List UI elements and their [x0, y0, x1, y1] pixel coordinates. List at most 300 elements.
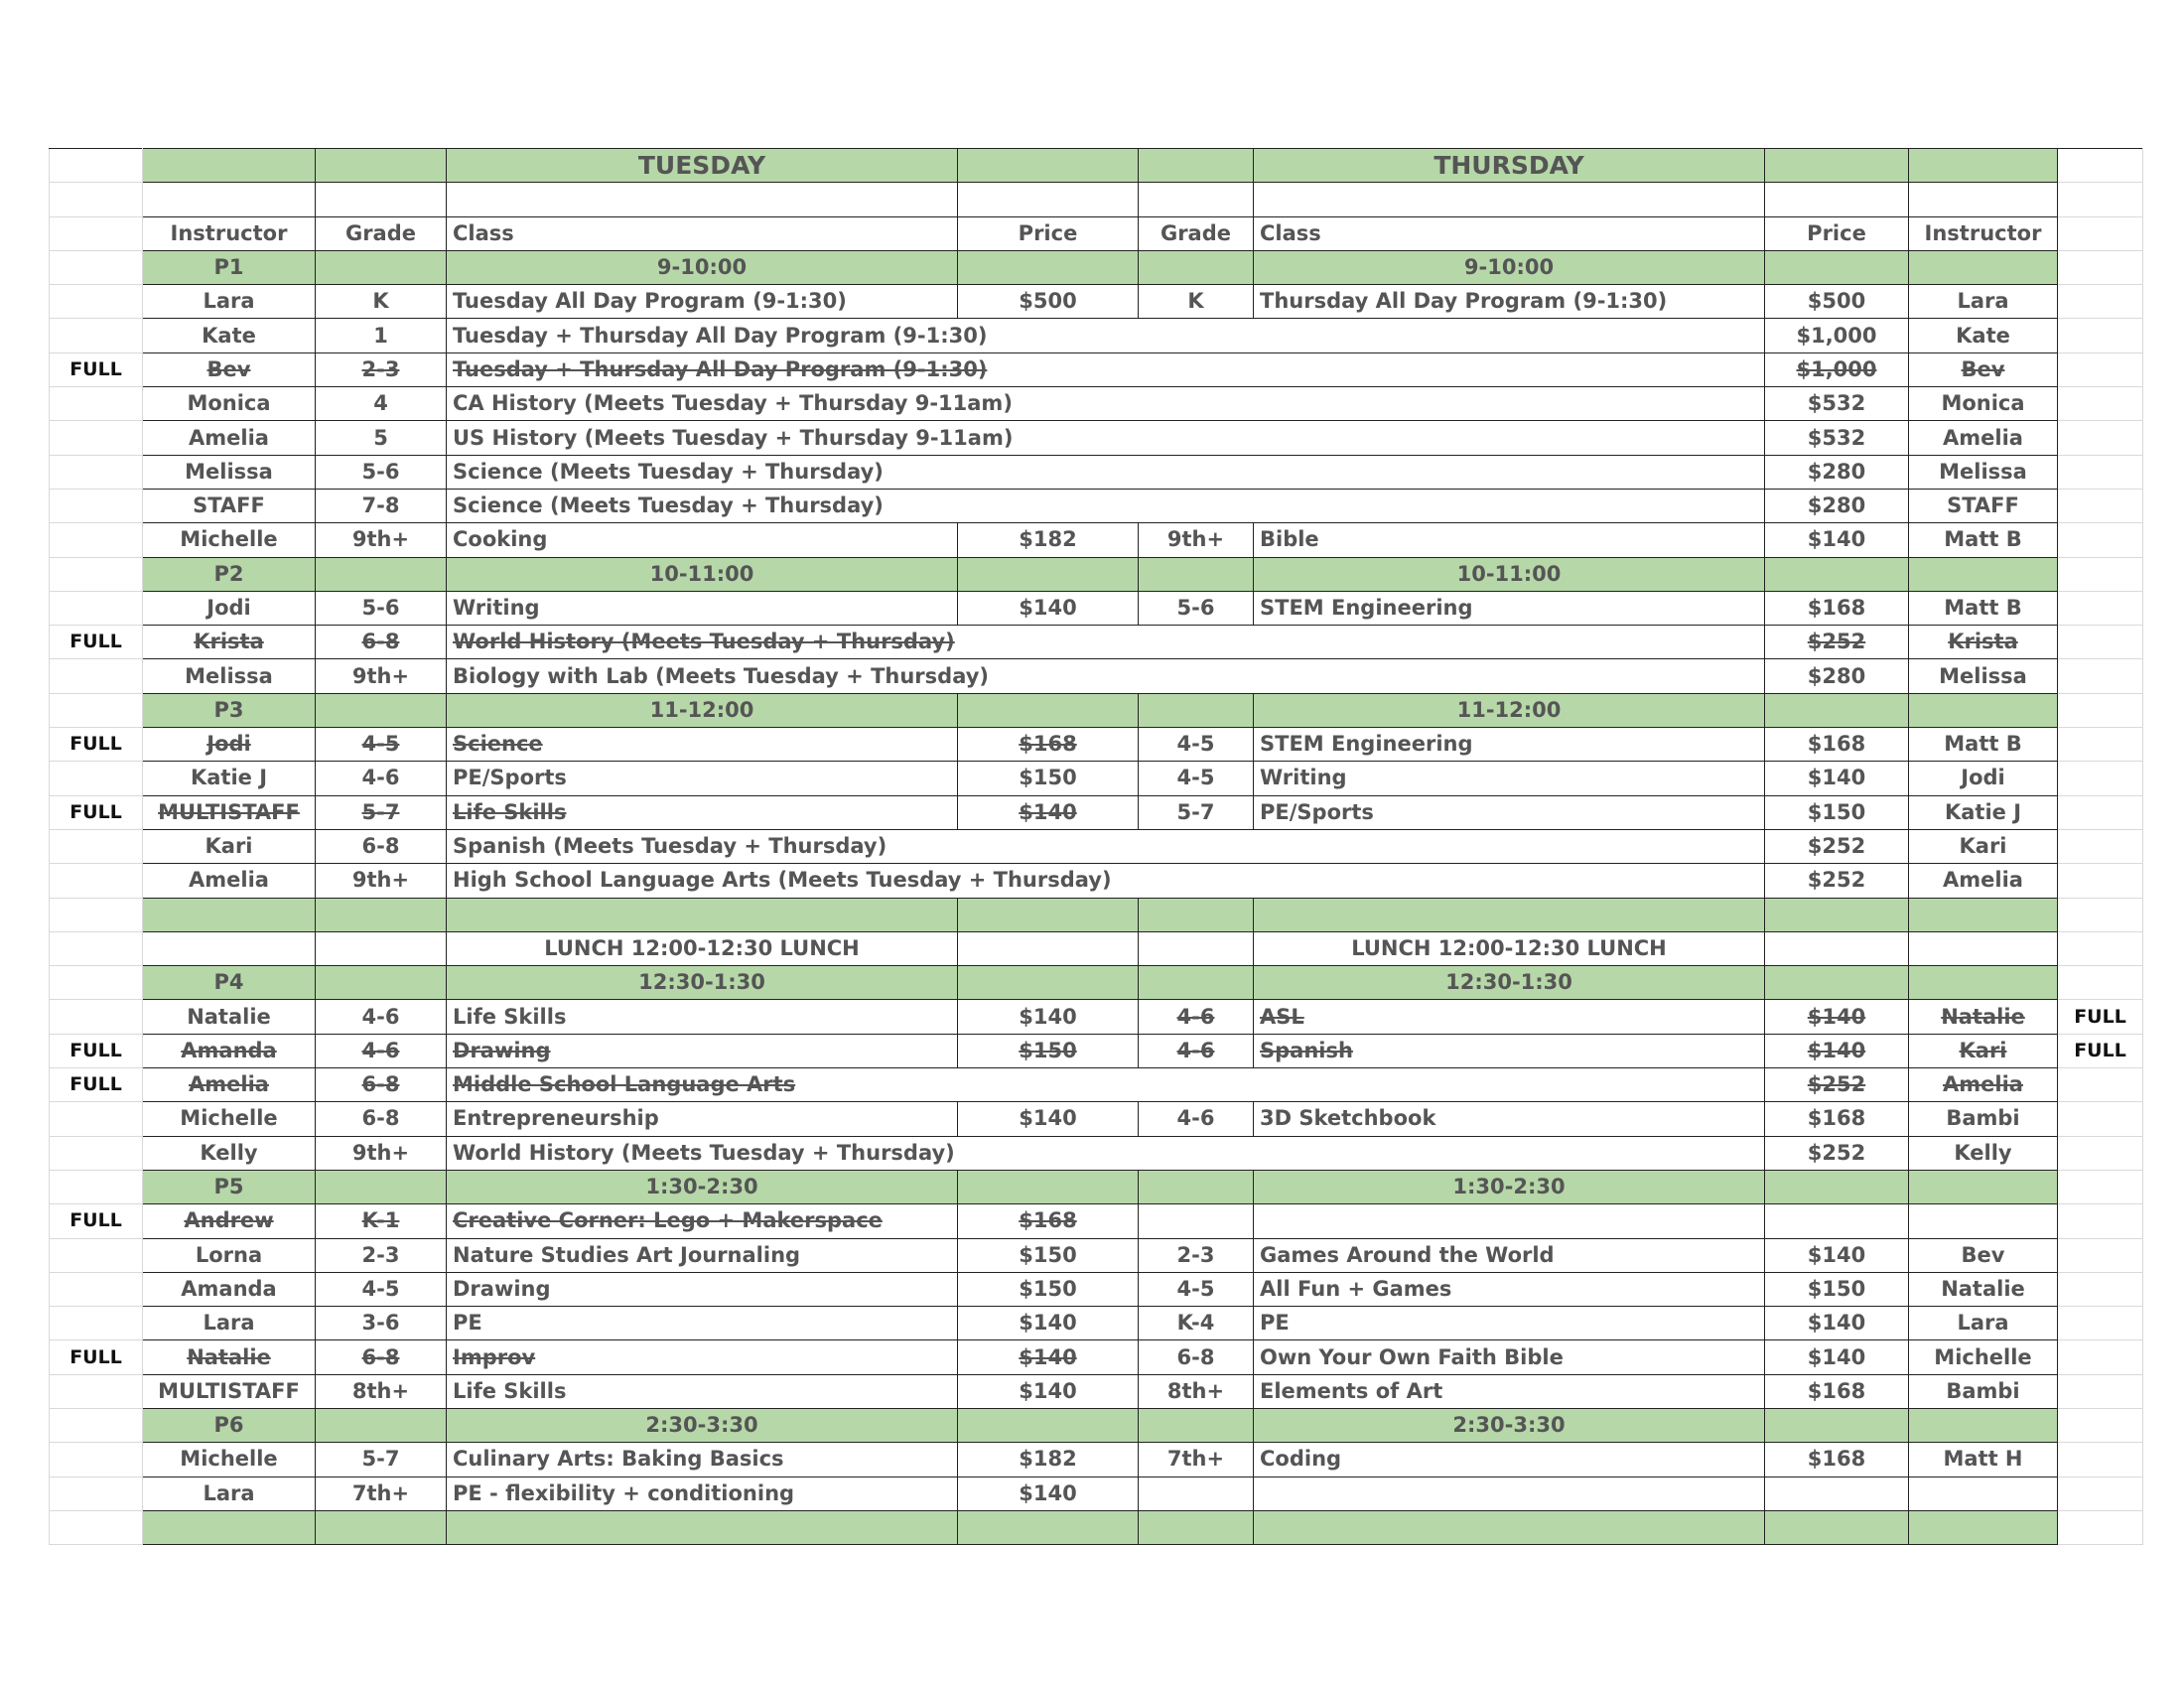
thursday-grade-cell: K [1139, 285, 1254, 319]
instructor-cell: Kari [143, 829, 316, 863]
instructor-cell: Michelle [143, 1102, 316, 1136]
thursday-price-cell [1765, 1477, 1909, 1510]
full-label [50, 659, 143, 693]
tuesday-price-cell: $140 [958, 1000, 1139, 1034]
full-label [2058, 387, 2143, 421]
thursday-instructor-cell: Bambi [1909, 1374, 2058, 1408]
full-label [50, 591, 143, 625]
instructor-cell: Melissa [143, 659, 316, 693]
thursday-instructor-cell [1909, 1477, 2058, 1510]
grade-cell: 4 [316, 387, 447, 421]
blank-cell [1765, 966, 1909, 1000]
divider-row [50, 898, 2143, 931]
blank-cell [50, 557, 143, 591]
grade-cell: 5-7 [316, 795, 447, 829]
thursday-instructor-cell: Matt B [1909, 523, 2058, 557]
thursday-price-cell: $168 [1765, 728, 1909, 762]
grade-cell: K-1 [316, 1204, 447, 1238]
instructor-cell: Krista [1909, 626, 2058, 659]
class-row [50, 829, 2143, 863]
class-row [50, 1136, 2143, 1170]
thursday-grade-cell: 4-5 [1139, 1272, 1254, 1306]
tuesday-price-cell: $140 [958, 795, 1139, 829]
instructor-cell: Lorna [143, 1238, 316, 1272]
full-label [50, 1443, 143, 1477]
tuesday-period-time: 11-12:00 [447, 693, 958, 727]
instructor-cell: Amanda [143, 1034, 316, 1067]
combined-class-cell: Biology with Lab (Meets Tuesday + Thursday) [447, 659, 1765, 693]
thursday-instructor-cell [1909, 1204, 2058, 1238]
instructor-cell: Amelia [143, 864, 316, 898]
blank-cell [958, 931, 1139, 965]
blank-cell [1909, 898, 2058, 931]
class-row [50, 728, 2143, 762]
thursday-grade-cell: 2-3 [1139, 1238, 1254, 1272]
tuesday-price-cell: $150 [958, 1272, 1139, 1306]
thursday-period-time: 10-11:00 [1254, 557, 1765, 591]
tuesday-class-cell: Writing [447, 591, 958, 625]
spacer-row [50, 183, 2143, 216]
period-header-row [50, 250, 2143, 284]
blank-cell [2058, 931, 2143, 965]
tuesday-period-time: 2:30-3:30 [447, 1408, 958, 1442]
tuesday-price-cell: $182 [958, 1443, 1139, 1477]
col-header-class: Class [1254, 216, 1765, 250]
thursday-price-cell [1765, 1204, 1909, 1238]
full-label [2058, 319, 2143, 352]
combined-class-cell: World History (Meets Tuesday + Thursday) [447, 1136, 1765, 1170]
instructor-cell: Melissa [1909, 455, 2058, 489]
instructor-cell: Michelle [143, 1443, 316, 1477]
instructor-cell: Natalie [143, 1000, 316, 1034]
thursday-class-cell [1254, 1477, 1765, 1510]
thursday-grade-cell: 9th+ [1139, 523, 1254, 557]
blank-cell [1909, 1510, 2058, 1544]
blank-cell [316, 1408, 447, 1442]
blank-cell [1909, 557, 2058, 591]
thursday-class-cell: Bible [1254, 523, 1765, 557]
thursday-instructor-cell: Matt H [1909, 1443, 2058, 1477]
period-header-row [50, 693, 2143, 727]
tuesday-class-cell: Life Skills [447, 1374, 958, 1408]
blank-cell [447, 1510, 958, 1544]
thursday-price-cell: $140 [1765, 762, 1909, 795]
grade-cell: 1 [316, 319, 447, 352]
class-row [50, 795, 2143, 829]
class-row [50, 1477, 2143, 1510]
tuesday-price-cell: $140 [958, 1477, 1139, 1510]
blank-cell [1139, 966, 1254, 1000]
tuesday-price-cell: $150 [958, 1238, 1139, 1272]
thursday-instructor-cell: Lara [1909, 1307, 2058, 1340]
grade-cell: 4-6 [316, 1000, 447, 1034]
instructor-cell: Amelia [1909, 1068, 2058, 1102]
full-label [2058, 829, 2143, 863]
thursday-period-time: 9-10:00 [1254, 250, 1765, 284]
thursday-price-cell: $150 [1765, 795, 1909, 829]
price-cell: $280 [1765, 455, 1909, 489]
grade-cell: 6-8 [316, 829, 447, 863]
grade-cell: 4-5 [316, 728, 447, 762]
tuesday-price-cell: $140 [958, 591, 1139, 625]
class-row [50, 387, 2143, 421]
full-label [2058, 762, 2143, 795]
blank-cell [1765, 898, 1909, 931]
full-label: FULL [50, 1068, 143, 1102]
tuesday-price-cell: $500 [958, 285, 1139, 319]
class-row [50, 421, 2143, 455]
full-label [2058, 1102, 2143, 1136]
thursday-price-cell: $140 [1765, 1034, 1909, 1067]
instructor-cell: Monica [1909, 387, 2058, 421]
tuesday-class-cell: PE - flexibility + conditioning [447, 1477, 958, 1510]
tuesday-class-cell: Culinary Arts: Baking Basics [447, 1443, 958, 1477]
blank-cell [2058, 1510, 2143, 1544]
blank-cell [1139, 1408, 1254, 1442]
blank-cell [50, 250, 143, 284]
thursday-class-cell: Own Your Own Faith Bible [1254, 1340, 1765, 1374]
thursday-class-cell [1254, 1204, 1765, 1238]
thursday-grade-cell: 4-5 [1139, 728, 1254, 762]
tuesday-price-cell: $140 [958, 1307, 1139, 1340]
full-label [2058, 1374, 2143, 1408]
class-row [50, 1204, 2143, 1238]
full-label [2058, 659, 2143, 693]
full-label [2058, 795, 2143, 829]
blank-cell [1139, 557, 1254, 591]
thursday-class-cell: Coding [1254, 1443, 1765, 1477]
tuesday-class-cell: Science [447, 728, 958, 762]
instructor-cell: Lara [143, 1477, 316, 1510]
grade-cell: 9th+ [316, 864, 447, 898]
tuesday-heading: TUESDAY [447, 149, 958, 183]
combined-class-cell: Science (Meets Tuesday + Thursday) [447, 455, 1765, 489]
class-row [50, 762, 2143, 795]
full-label [2058, 1238, 2143, 1272]
class-row [50, 319, 2143, 352]
instructor-cell: Melissa [1909, 659, 2058, 693]
tuesday-price-cell: $150 [958, 762, 1139, 795]
class-row [50, 1443, 2143, 1477]
period-label: P3 [143, 693, 316, 727]
blank-cell [2058, 1170, 2143, 1203]
blank-cell [958, 1170, 1139, 1203]
tuesday-class-cell: Creative Corner: Lego + Makerspace [447, 1204, 958, 1238]
full-label [2058, 626, 2143, 659]
blank-cell [2058, 149, 2143, 183]
grade-cell: 4-5 [316, 1272, 447, 1306]
thursday-instructor-cell: Bambi [1909, 1102, 2058, 1136]
col-header-grade: Grade [316, 216, 447, 250]
blank-cell [2058, 250, 2143, 284]
blank-cell [958, 898, 1139, 931]
thursday-price-cell: $140 [1765, 1340, 1909, 1374]
full-label [50, 523, 143, 557]
full-label [50, 285, 143, 319]
thursday-instructor-cell: Michelle [1909, 1340, 2058, 1374]
thursday-price-cell: $500 [1765, 285, 1909, 319]
full-label [2058, 1477, 2143, 1510]
tuesday-lunch: LUNCH 12:00-12:30 LUNCH [447, 931, 958, 965]
blank-cell [447, 898, 958, 931]
combined-class-cell: World History (Meets Tuesday + Thursday) [447, 626, 1765, 659]
thursday-instructor-cell: Kari [1909, 1034, 2058, 1067]
thursday-grade-cell: 5-7 [1139, 795, 1254, 829]
thursday-price-cell: $168 [1765, 1102, 1909, 1136]
full-label: FULL [50, 626, 143, 659]
blank-cell [2058, 1408, 2143, 1442]
blank-cell [1139, 250, 1254, 284]
tuesday-price-cell: $140 [958, 1374, 1139, 1408]
instructor-cell: Kate [1909, 319, 2058, 352]
thursday-class-cell: All Fun + Games [1254, 1272, 1765, 1306]
blank-cell [1765, 693, 1909, 727]
period-header-row [50, 1408, 2143, 1442]
full-label [50, 864, 143, 898]
instructor-cell: Natalie [143, 1340, 316, 1374]
full-label [2058, 1443, 2143, 1477]
blank-cell [1139, 898, 1254, 931]
class-row [50, 455, 2143, 489]
grade-cell: 6-8 [316, 1340, 447, 1374]
thursday-price-cell: $140 [1765, 1238, 1909, 1272]
price-cell: $532 [1765, 387, 1909, 421]
full-label [50, 489, 143, 522]
thursday-price-cell: $168 [1765, 591, 1909, 625]
blank-cell [50, 966, 143, 1000]
tuesday-class-cell: Drawing [447, 1272, 958, 1306]
blank-cell [1765, 1170, 1909, 1203]
instructor-cell: Monica [143, 387, 316, 421]
thursday-class-cell: Writing [1254, 762, 1765, 795]
class-row [50, 489, 2143, 522]
thursday-grade-cell: 8th+ [1139, 1374, 1254, 1408]
blank-cell [50, 1170, 143, 1203]
tuesday-class-cell: Cooking [447, 523, 958, 557]
blank-cell [143, 931, 316, 965]
full-label [2058, 1307, 2143, 1340]
price-cell: $532 [1765, 421, 1909, 455]
thursday-price-cell: $140 [1765, 1000, 1909, 1034]
combined-class-cell: High School Language Arts (Meets Tuesday + Thursday) [447, 864, 1765, 898]
grade-cell: 4-6 [316, 1034, 447, 1067]
period-header-row [50, 557, 2143, 591]
instructor-cell: Jodi [143, 591, 316, 625]
full-label [50, 762, 143, 795]
blank-cell [316, 250, 447, 284]
blank-cell [50, 931, 143, 965]
thursday-instructor-cell: Matt B [1909, 591, 2058, 625]
thursday-grade-cell: 4-6 [1139, 1102, 1254, 1136]
full-label [50, 455, 143, 489]
period-label: P2 [143, 557, 316, 591]
thursday-instructor-cell: Bev [1909, 1238, 2058, 1272]
combined-class-cell: Science (Meets Tuesday + Thursday) [447, 489, 1765, 522]
col-header-class: Class [447, 216, 958, 250]
class-row [50, 864, 2143, 898]
combined-class-cell: Middle School Language Arts [447, 1068, 1765, 1102]
footer-row [50, 1510, 2143, 1544]
thursday-grade-cell: 5-6 [1139, 591, 1254, 625]
blank-cell [1765, 1510, 1909, 1544]
blank-cell [143, 1510, 316, 1544]
instructor-cell: Kate [143, 319, 316, 352]
blank-cell [958, 250, 1139, 284]
instructor-cell: Melissa [143, 455, 316, 489]
blank-cell [1909, 966, 2058, 1000]
blank-cell [1765, 931, 1909, 965]
instructor-cell: Amelia [1909, 864, 2058, 898]
blank-cell [958, 966, 1139, 1000]
instructor-cell: MULTISTAFF [143, 1374, 316, 1408]
combined-class-cell: Tuesday + Thursday All Day Program (9-1:30) [447, 319, 1765, 352]
thursday-class-cell: Spanish [1254, 1034, 1765, 1067]
tuesday-price-cell: $150 [958, 1034, 1139, 1067]
full-label [2058, 489, 2143, 522]
class-row [50, 1068, 2143, 1102]
instructor-cell: Kari [1909, 829, 2058, 863]
thursday-class-cell: PE [1254, 1307, 1765, 1340]
full-label: FULL [50, 728, 143, 762]
instructor-cell: Lara [143, 285, 316, 319]
blank-cell [316, 898, 447, 931]
grade-cell: 5-6 [316, 591, 447, 625]
blank-cell [1139, 693, 1254, 727]
col-header-price: Price [1765, 216, 1909, 250]
full-label [50, 1136, 143, 1170]
price-cell: $1,000 [1765, 352, 1909, 386]
full-label [2058, 285, 2143, 319]
price-cell: $280 [1765, 659, 1909, 693]
grade-cell: 9th+ [316, 1136, 447, 1170]
blank-cell [50, 1408, 143, 1442]
tuesday-price-cell: $140 [958, 1340, 1139, 1374]
full-label [2058, 352, 2143, 386]
instructor-cell: Amelia [143, 421, 316, 455]
period-header-row [50, 1170, 2143, 1203]
class-row [50, 285, 2143, 319]
price-cell: $252 [1765, 626, 1909, 659]
full-label [2058, 455, 2143, 489]
full-label [2058, 1136, 2143, 1170]
full-label [50, 319, 143, 352]
full-label [2058, 1272, 2143, 1306]
tuesday-class-cell: Tuesday All Day Program (9-1:30) [447, 285, 958, 319]
full-label: FULL [50, 1204, 143, 1238]
class-row [50, 591, 2143, 625]
tuesday-price-cell: $168 [958, 728, 1139, 762]
tuesday-class-cell: Improv [447, 1340, 958, 1374]
blank-cell [316, 931, 447, 965]
price-cell: $252 [1765, 1136, 1909, 1170]
thursday-instructor-cell: Natalie [1909, 1272, 2058, 1306]
blank-cell [50, 1510, 143, 1544]
instructor-cell: STAFF [1909, 489, 2058, 522]
thursday-instructor-cell: Matt B [1909, 728, 2058, 762]
thursday-period-time: 11-12:00 [1254, 693, 1765, 727]
thursday-grade-cell: 4-5 [1139, 762, 1254, 795]
thursday-lunch: LUNCH 12:00-12:30 LUNCH [1254, 931, 1765, 965]
period-label: P1 [143, 250, 316, 284]
col-header-grade: Grade [1139, 216, 1254, 250]
instructor-cell: Bev [1909, 352, 2058, 386]
blank-cell [316, 1510, 447, 1544]
tuesday-period-time: 1:30-2:30 [447, 1170, 958, 1203]
grade-cell: 6-8 [316, 1068, 447, 1102]
thursday-class-cell: Thursday All Day Program (9-1:30) [1254, 285, 1765, 319]
blank-cell [316, 966, 447, 1000]
class-row [50, 626, 2143, 659]
thursday-instructor-cell: Katie J [1909, 795, 2058, 829]
period-label: P6 [143, 1408, 316, 1442]
full-label: FULL [50, 1034, 143, 1067]
tuesday-class-cell: Nature Studies Art Journaling [447, 1238, 958, 1272]
thursday-instructor-cell: Jodi [1909, 762, 2058, 795]
thursday-class-cell: Games Around the World [1254, 1238, 1765, 1272]
blank-cell [1909, 931, 2058, 965]
grade-cell: 9th+ [316, 659, 447, 693]
blank-cell [1909, 250, 2058, 284]
combined-class-cell: CA History (Meets Tuesday + Thursday 9-11am) [447, 387, 1765, 421]
blank-cell [1139, 1510, 1254, 1544]
grade-cell: 5 [316, 421, 447, 455]
full-label [50, 421, 143, 455]
period-label: P4 [143, 966, 316, 1000]
full-label [2058, 1204, 2143, 1238]
tuesday-price-cell: $168 [958, 1204, 1139, 1238]
instructor-cell: Andrew [143, 1204, 316, 1238]
blank-cell [316, 1170, 447, 1203]
instructor-cell: Krista [143, 626, 316, 659]
combined-class-cell: Spanish (Meets Tuesday + Thursday) [447, 829, 1765, 863]
grade-cell: 5-7 [316, 1443, 447, 1477]
price-cell: $1,000 [1765, 319, 1909, 352]
instructor-cell: STAFF [143, 489, 316, 522]
class-row [50, 1340, 2143, 1374]
blank-cell [1765, 557, 1909, 591]
blank-cell [958, 1510, 1139, 1544]
schedule-table [49, 148, 2143, 1545]
thursday-class-cell: STEM Engineering [1254, 591, 1765, 625]
blank-cell [50, 898, 143, 931]
blank-cell [1139, 1170, 1254, 1203]
thursday-grade-cell [1139, 1477, 1254, 1510]
class-row [50, 1238, 2143, 1272]
grade-cell: 5-6 [316, 455, 447, 489]
tuesday-class-cell: Life Skills [447, 795, 958, 829]
price-cell: $252 [1765, 829, 1909, 863]
price-cell: $252 [1765, 1068, 1909, 1102]
instructor-cell: Amelia [1909, 421, 2058, 455]
full-label [2058, 864, 2143, 898]
full-label [2058, 591, 2143, 625]
blank-cell [1139, 931, 1254, 965]
tuesday-period-time: 9-10:00 [447, 250, 958, 284]
instructor-cell: Katie J [143, 762, 316, 795]
class-row [50, 523, 2143, 557]
instructor-cell: Bev [143, 352, 316, 386]
thursday-price-cell: $140 [1765, 523, 1909, 557]
class-row [50, 1272, 2143, 1306]
blank-cell [143, 898, 316, 931]
full-label [50, 1102, 143, 1136]
price-cell: $280 [1765, 489, 1909, 522]
grade-cell: 6-8 [316, 1102, 447, 1136]
combined-class-cell: US History (Meets Tuesday + Thursday 9-11am) [447, 421, 1765, 455]
full-label [50, 1272, 143, 1306]
instructor-cell: Michelle [143, 523, 316, 557]
blank-cell [1765, 250, 1909, 284]
